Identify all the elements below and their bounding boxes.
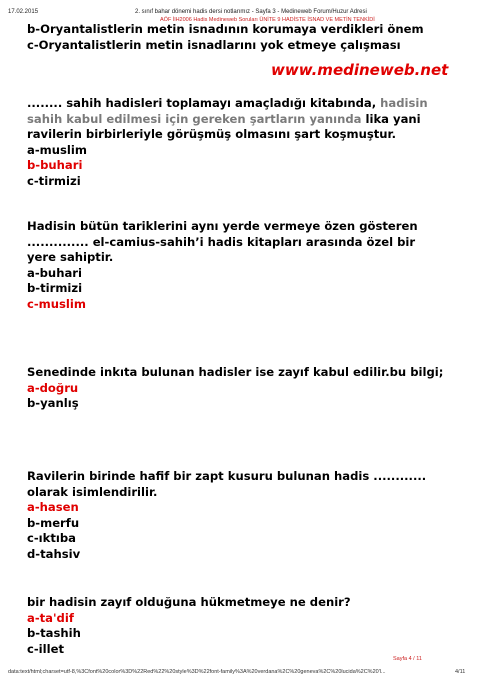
question-4 [27, 469, 426, 562]
option-c: c-illet [27, 641, 65, 656]
correct-answer: a-ta'dif [27, 610, 74, 625]
option-b: b-Oryantalistlerin metin isnadının korumaya verdikleri önem [27, 22, 424, 36]
correct-answer: a-hasen [27, 500, 79, 514]
forum-page-label: Sayfa 4 / 11 [393, 656, 422, 662]
option-c: c-ıktıba [27, 531, 77, 545]
option-c: c-Oryantalistlerin metin isnadlarını yok etmeye çalışması [27, 37, 401, 52]
question-5 [27, 595, 351, 657]
option-c: c-tirmizi [27, 173, 81, 188]
question-1-line-2: sahih kabul edilmesi için gereken şartların yanında lika yani [27, 111, 421, 126]
option-b: b-tashih [27, 626, 81, 640]
print-url: data:text/html;charset=utf-8,%3Cfont%20color%3D%22Red%22%20style%3D%22font-family%3A%20verdana%2C%20geneva%2C%20lucida%2C%20'l... [8, 669, 386, 675]
question-3-line-1: Senedinde inkıta bulunan hadisler ise zayıf kabul edilir.bu bilgi; [27, 365, 444, 379]
question-3 [27, 365, 443, 412]
correct-answer: b-buhari [27, 158, 83, 172]
print-page-count: 4/11 [455, 669, 466, 675]
question-1-line-3: ravilerin birbirleriyle görüşmüş olmasını şart koşmuştur. [27, 127, 397, 141]
question-1-line-1: ........ sahih hadisleri toplamayı amaçladığı kitabında, hadisin [27, 96, 428, 110]
print-title: 2. sınıf bahar dönemi hadis dersi notlarımız - Sayfa 3 - Medineweb Forum/Huzur Adresi [135, 9, 367, 15]
option-d: d-tahsiv [27, 546, 81, 561]
question-2-line-1: Hadisin bütün tariklerini aynı yerde vermeye özen gösteren [27, 219, 418, 233]
option-b: b-merfu [27, 515, 80, 530]
question-4-line-2: olarak isimlendirilir. [27, 484, 158, 499]
forum-subtitle: AÖF İlH2006 Hadis Medineweb Soruları ÜNİTE 9 HADİSTE İSNAD VE METİN TENKİDİ [160, 17, 375, 23]
question-5-line-1: bir hadisin zayıf olduğuna hükmetmeye ne denir? [27, 595, 351, 609]
question-1 [27, 96, 428, 189]
site-watermark: www.medineweb.net [271, 61, 449, 79]
option-b: b-yanlış [27, 396, 79, 410]
question-2-line-3: yere sahiptir. [27, 250, 114, 264]
option-b: b-tirmizi [27, 281, 83, 295]
question-2-line-2: .............. el-camius-sahih’i hadis kitapları arasında özel bir [27, 234, 416, 249]
correct-answer: c-muslim [27, 296, 86, 311]
correct-answer: a-doğru [27, 380, 79, 395]
option-a: a-buhari [27, 265, 82, 280]
previous-question-options [27, 22, 424, 53]
question-2 [27, 219, 418, 312]
print-date: 17.02.2015 [8, 9, 39, 15]
question-4-line-1: Ravilerin birinde hafif bir zapt kusuru bulunan hadis ............ [27, 469, 427, 483]
option-a: a-muslim [27, 142, 87, 157]
